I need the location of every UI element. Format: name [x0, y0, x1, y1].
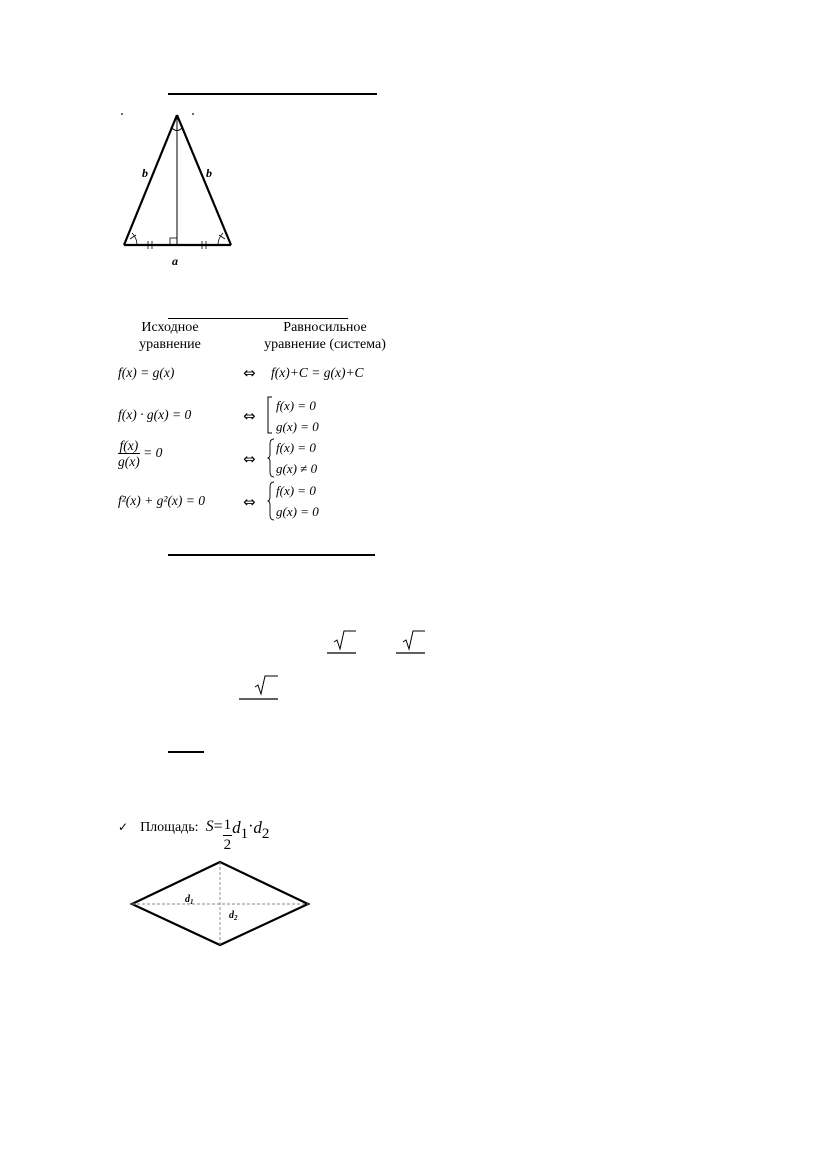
row4-equivalence-arrow: ⇔ — [243, 493, 256, 511]
side-label-left: b — [142, 166, 148, 180]
left-base-angle-arc — [132, 233, 137, 245]
row1-equivalent: f(x)+C = g(x)+C — [271, 365, 364, 380]
row3-system — [276, 437, 317, 479]
area-fraction-numerator: 1 — [223, 816, 233, 836]
row3-tail: = 0 — [143, 445, 163, 461]
row3-fraction — [118, 438, 140, 470]
row1-equivalence-arrow: ⇔ — [243, 364, 256, 382]
row3-curly-brace — [267, 438, 275, 478]
radical-fragment-2 — [395, 628, 427, 656]
row3-denominator: g(x) — [118, 454, 140, 469]
radical-fragment-3 — [238, 672, 280, 702]
row3-equivalence-arrow: ⇔ — [243, 450, 256, 468]
row3-numerator: f(x) — [119, 438, 139, 453]
row4-curly-brace — [267, 481, 275, 521]
section-rule-1 — [168, 93, 377, 95]
row1-original: f(x) = g(x) — [118, 365, 175, 380]
area-label: Площадь: — [140, 820, 199, 836]
area-dot: · — [248, 818, 254, 836]
header-equivalent-equation: Равносильное уравнение (система) — [264, 320, 386, 352]
row4-system-line1: f(x) = 0 — [276, 483, 316, 498]
row2-system-line2: g(x) = 0 — [276, 419, 319, 434]
vertex-dot-left — [121, 113, 123, 115]
diagonal-1-label: $d_1$ — [185, 894, 194, 906]
row3-system-line1: f(x) = 0 — [276, 440, 316, 455]
diagonal-2-label: $d_2$ — [229, 910, 238, 922]
area-lhs: S — [205, 818, 214, 836]
rhombus-figure — [125, 855, 315, 951]
row3-original — [118, 438, 162, 470]
section-rule-3 — [168, 554, 375, 556]
row2-square-bracket — [267, 396, 273, 434]
area-d1: $d_1$ — [232, 818, 249, 843]
right-base-angle-arc — [218, 233, 223, 245]
area-eq: = — [213, 818, 223, 836]
row4-system-line2: g(x) = 0 — [276, 504, 319, 519]
row2-system — [276, 395, 319, 437]
vertex-dot-right — [192, 113, 194, 115]
isosceles-triangle-figure — [110, 105, 250, 265]
header-original-equation: Исходное уравнение — [139, 320, 201, 352]
area-fraction-denominator: 2 — [223, 837, 232, 853]
row3-system-line2: g(x) ≠ 0 — [276, 461, 318, 476]
row2-system-line1: f(x) = 0 — [276, 398, 316, 413]
checkmark-icon: ✓ — [118, 820, 129, 835]
base-label: a — [172, 254, 178, 265]
side-label-right: b — [206, 166, 212, 180]
section-rule-4 — [168, 751, 204, 753]
area-fraction — [223, 816, 233, 855]
radical-fragment-1 — [326, 628, 358, 656]
area-d2: $d_2$ — [253, 818, 270, 843]
row2-original: f(x) · g(x) = 0 — [118, 407, 192, 422]
row4-original: f²(x) + g²(x) = 0 — [118, 493, 206, 508]
row4-system — [276, 480, 319, 522]
area-formula-line — [118, 812, 269, 851]
row2-equivalence-arrow: ⇔ — [243, 407, 256, 425]
